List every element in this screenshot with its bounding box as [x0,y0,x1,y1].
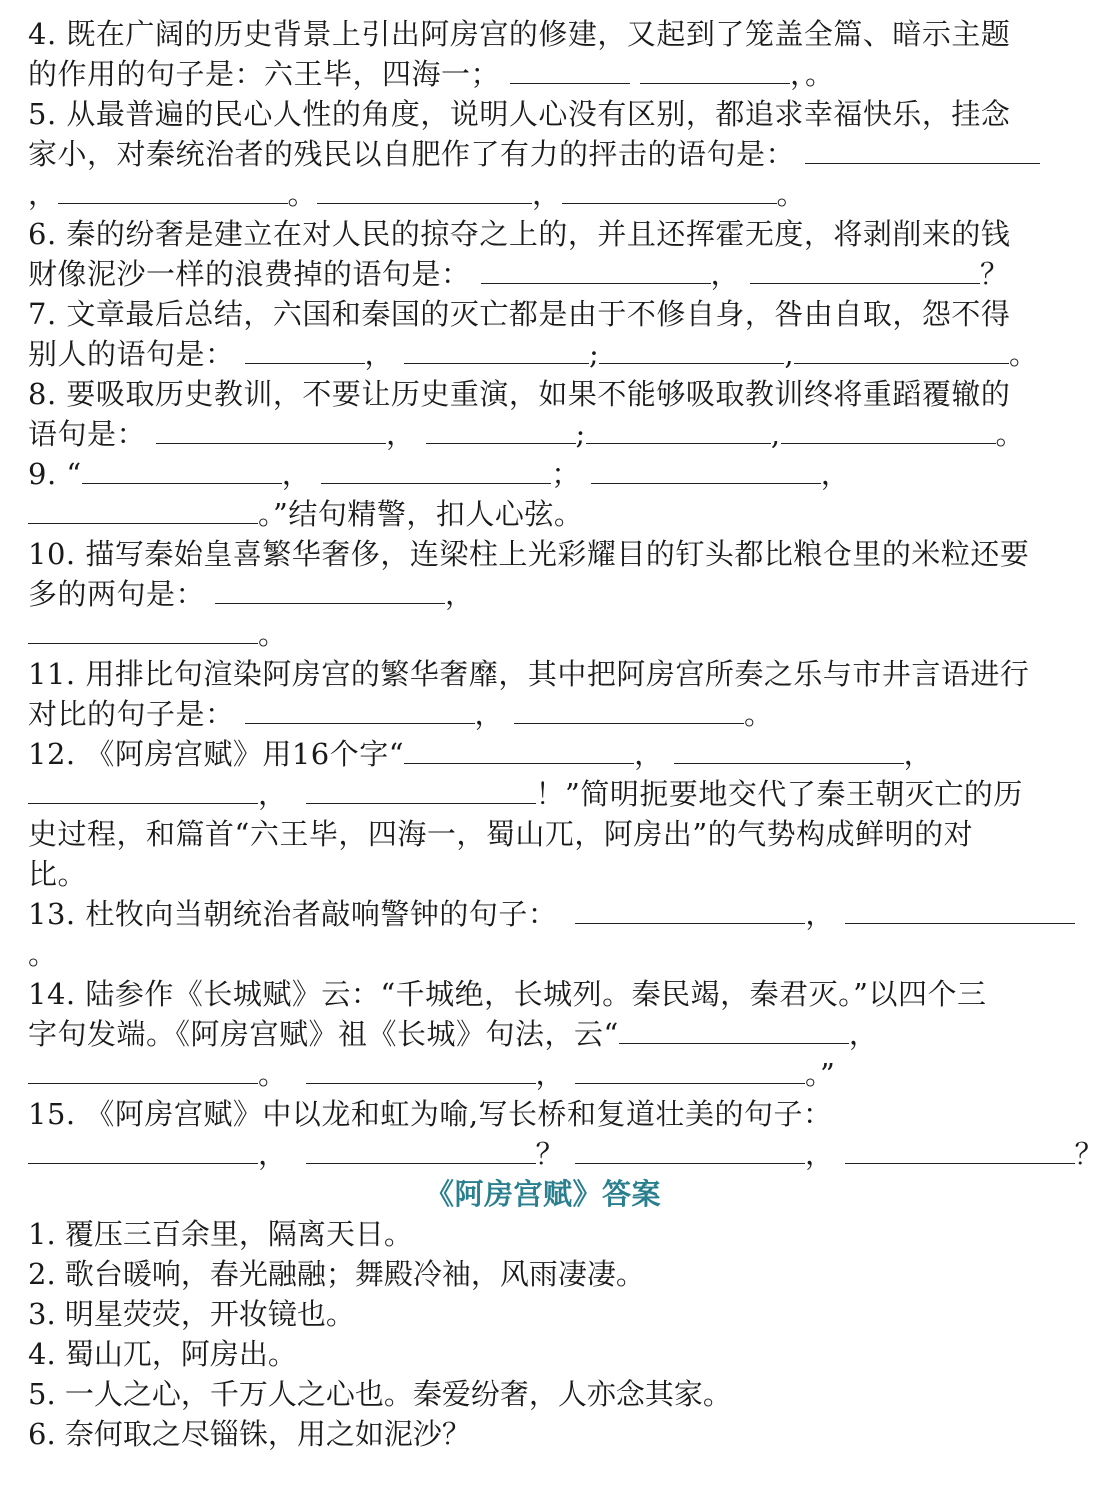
answer-item: 2. 歌台暖响，春光融融；舞殿冷袖，风雨凄凄。 [28,1257,645,1291]
punctuation: 。 [995,417,1026,451]
question-12-line-1 [28,734,1058,774]
question-9-text: 9. “ [28,457,82,491]
punctuation: ， [281,457,312,491]
punctuation: ， [445,577,475,611]
punctuation: ？ [535,1137,566,1171]
answer-blank[interactable] [805,137,1040,164]
punctuation: 。 [287,177,318,211]
punctuation: 。 [744,697,774,731]
question-7-line-2 [28,334,1058,374]
answer-blank[interactable] [794,337,1009,364]
punctuation: ， [28,177,58,211]
answer-blank[interactable] [245,337,365,364]
question-10-line-1: 10. 描写秦始皇喜繁华奢侈，连梁柱上光彩耀目的钉头都比粮仓里的米粒还要 [28,537,1030,571]
answer-blank[interactable] [306,1137,536,1164]
punctuation: , [770,417,781,451]
question-8-text: 语句是： [28,417,147,451]
answer-item: 6. 奈何取之尽锱铢，用之如泥沙？ [28,1417,471,1451]
punctuation: ； [551,457,581,491]
question-8-line-1: 8. 要吸取历史教训，不要让历史重演，如果不能够吸取教训终将重蹈覆辙的 [28,377,1011,411]
answer-blank[interactable] [82,457,282,484]
answer-blank[interactable] [514,697,744,724]
punctuation: ， [258,777,288,811]
answer-blank[interactable] [28,1137,258,1164]
question-5-text: 家小，对秦统治者的残民以自肥作了有力的抨击的语句是： [28,137,796,171]
answer-blank[interactable] [306,1057,536,1084]
answer-blank[interactable] [28,777,258,804]
question-15-line-2 [28,1134,1104,1174]
answer-blank[interactable] [28,617,258,644]
punctuation: 。 [258,1057,288,1091]
answer-item: 4. 蜀山兀，阿房出。 [28,1337,297,1371]
question-12-line-3: 史过程，和篇首“六王毕，四海一，蜀山兀，阿房出”的气势构成鲜明的对 [28,817,974,851]
answer-blank[interactable] [317,177,532,204]
answer-blank[interactable] [640,57,790,84]
punctuation: ？ [980,257,1010,291]
question-14-line-1: 14. 陆参作《长城赋》云：“千城绝，长城列。秦民竭，秦君灭。”以四个三 [28,977,987,1011]
question-10-line-3 [28,614,1058,654]
punctuation: ， [386,417,416,451]
punctuation: ， [805,897,835,931]
punctuation: ; [575,417,586,451]
answer-blank[interactable] [750,257,980,284]
punctuation: ？ [1074,1137,1104,1171]
question-4-line-1: 4. 既在广阔的历史背景上引出阿房宫的修建，又起到了笼盖全篇、暗示主题 [28,17,1011,51]
question-9-line-2 [28,494,1058,534]
punctuation: 。 [776,177,807,211]
question-4-line-2 [28,54,1058,94]
punctuation: ，。 [790,57,835,91]
question-4-text: 的作用的句子是：六王毕，四海一； [28,57,501,91]
question-13-line-2 [28,934,1058,974]
punctuation: ， [258,1137,288,1171]
answer-blank[interactable] [404,737,634,764]
answer-item: 3. 明星荧荧，开妆镜也。 [28,1297,355,1331]
answer-blank[interactable] [845,1137,1075,1164]
question-5-line-1: 5. 从最普遍的民心人性的角度，说明人心没有区别，都追求幸福快乐，挂念 [28,97,1011,131]
question-14-line-2 [28,1014,1058,1054]
answer-blank[interactable] [28,1057,258,1084]
question-7-text: 别人的语句是： [28,337,235,371]
answer-blank[interactable] [215,577,445,604]
question-10-line-2 [28,574,1058,614]
answer-blank[interactable] [586,417,771,444]
question-13-text: 13. 杜牧向当朝统治者敲响警钟的句子： [28,897,558,931]
question-12-text: 12. 《阿房宫赋》用16个字“ [28,737,405,771]
answer-blank[interactable] [28,497,258,524]
answer-blank[interactable] [306,777,536,804]
question-13-line-1 [28,894,1058,934]
question-11-text: 对比的句子是： [28,697,235,731]
question-7-line-1: 7. 文章最后总结，六国和秦国的灭亡都是由于不修自身，咎由自取，怨不得 [28,297,1011,331]
punctuation: 。 [28,937,58,971]
question-12-line-4: 比。 [28,857,88,891]
answer-blank[interactable] [510,57,630,84]
question-11-line-2 [28,694,1058,734]
answer-blank[interactable] [156,417,386,444]
punctuation: 。 [258,617,288,651]
punctuation: ， [820,457,851,491]
question-9-ending: 。”结句精警，扣人心弦。 [258,497,584,531]
answer-blank[interactable] [591,457,821,484]
question-12-line-2 [28,774,1058,814]
punctuation: 。” [805,1057,836,1091]
answer-blank[interactable] [481,257,711,284]
answer-blank[interactable] [575,1057,805,1084]
punctuation: ， [474,697,505,731]
answer-blank[interactable] [674,737,904,764]
punctuation: 。 [1009,337,1039,371]
question-11-line-1: 11. 用排比句渲染阿房宫的繁华奢靡，其中把阿房宫所奏之乐与市井言语进行 [28,657,1030,691]
answer-blank[interactable] [404,337,589,364]
answer-blank[interactable] [575,897,805,924]
question-6-line-1: 6. 秦的纷奢是建立在对人民的掠夺之上的，并且还挥霍无度，将剥削来的钱 [28,217,1011,251]
punctuation: , [784,337,795,371]
answer-blank[interactable] [781,417,996,444]
punctuation: ， [805,1137,835,1171]
punctuation: ， [535,1057,566,1091]
answer-blank[interactable] [845,897,1075,924]
question-5-line-2 [28,134,1058,174]
punctuation: ; [589,337,600,371]
answer-blank[interactable] [321,457,551,484]
answer-blank[interactable] [562,177,777,204]
answer-blank[interactable] [599,337,784,364]
question-12-continuation: ！”简明扼要地交代了秦王朝灭亡的历 [535,777,1023,811]
punctuation: ， [710,257,741,291]
answer-blank[interactable] [245,697,475,724]
punctuation: ， [634,737,664,771]
question-8-line-2 [28,414,1058,454]
punctuation: ， [532,177,562,211]
answer-item: 5. 一人之心，千万人之心也。秦爱纷奢，人亦念其家。 [28,1377,732,1411]
question-6-text: 财像泥沙一样的浪费掉的语句是： [28,257,471,291]
answer-blank[interactable] [426,417,576,444]
question-9-line-1 [28,454,1058,494]
question-15-line-1: 15. 《阿房宫赋》中以龙和虹为喻,写长桥和复道壮美的句子： [28,1097,833,1131]
answer-blank[interactable] [58,177,288,204]
answer-blank[interactable] [619,1017,849,1044]
answer-blank[interactable] [575,1137,805,1164]
question-14-text: 字句发端。《阿房宫赋》祖《长城》句法，云“ [28,1017,619,1051]
answer-item: 1. 覆压三百余里，隔离天日。 [28,1217,413,1251]
punctuation: ， [903,737,934,771]
question-5-line-3 [28,174,1058,214]
punctuation: ， [364,337,395,371]
question-10-text: 多的两句是： [28,577,206,611]
question-6-line-2 [28,254,1058,294]
answers-title: 《阿房宫赋》答案 [424,1177,661,1211]
punctuation: ， [848,1017,879,1051]
question-14-line-3 [28,1054,1058,1094]
